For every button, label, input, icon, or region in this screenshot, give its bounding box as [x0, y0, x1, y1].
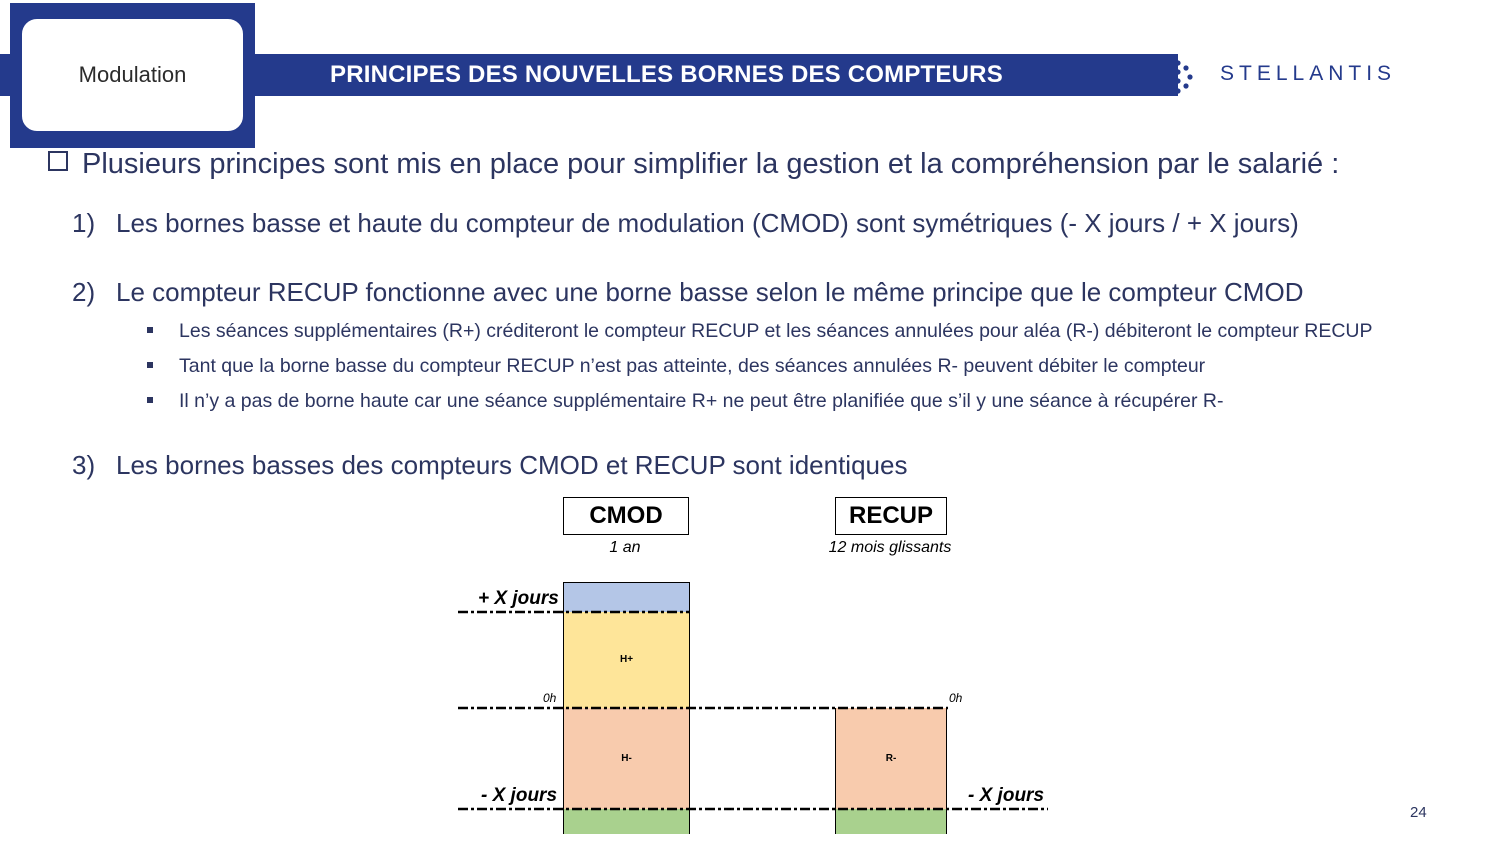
page-number: 24 — [1410, 804, 1427, 821]
point-text: Les bornes basse et haute du compteur de modulation (CMOD) sont symétriques (- X jours / + X jours) — [116, 208, 1299, 238]
main-point-text: Plusieurs principes sont mis en place pour simplifier la gestion et la compréhension par le salarié : — [82, 148, 1340, 180]
sub-point-text: Il n’y a pas de borne haute car une séance supplémentaire R+ ne peut être planifiée que s’il y une séance à récupérer R- — [179, 390, 1224, 412]
minus-x-label-left: - X jours — [481, 785, 558, 806]
cmod-title-box: CMOD — [563, 497, 689, 535]
stellantis-logo: STELLANTIS — [1220, 62, 1397, 85]
point-text: Le compteur RECUP fonctionne avec une borne basse selon le même principe que le compteur CMOD — [116, 277, 1304, 307]
cmod-subtitle: 1 an — [609, 539, 641, 556]
recup-title-box: RECUP — [835, 497, 947, 535]
point-number: 1) — [72, 208, 96, 238]
cmod-h-plus: H+ — [563, 612, 690, 708]
recup-r-minus: R- — [835, 708, 947, 809]
zero-label-left: 0h — [543, 691, 557, 705]
zero-label-right: 0h — [949, 691, 963, 705]
slide-title: PRINCIPES DES NOUVELLES BORNES DES COMPTEURS — [330, 61, 1003, 88]
section-label: Modulation — [78, 62, 187, 87]
point-number: 2) — [72, 277, 96, 307]
plus-x-label: + X jours — [478, 588, 559, 609]
point-number: 3) — [72, 450, 96, 480]
point-text: Les bornes basses des compteurs CMOD et RECUP sont identiques — [116, 450, 908, 480]
sub-point-text: Les séances supplémentaires (R+) créditeront le compteur RECUP et les séances annulées pour aléa (R-) débiteront le compteur RECUP — [179, 320, 1373, 342]
sub-point-text: Tant que la borne basse du compteur RECUP n’est pas atteinte, des séances annulées R- peuvent débiter le compteur — [179, 355, 1206, 377]
cmod-h-minus: H- — [563, 708, 690, 809]
recup-subtitle: 12 mois glissants — [828, 539, 952, 556]
minus-x-label-right: - X jours — [968, 785, 1045, 806]
